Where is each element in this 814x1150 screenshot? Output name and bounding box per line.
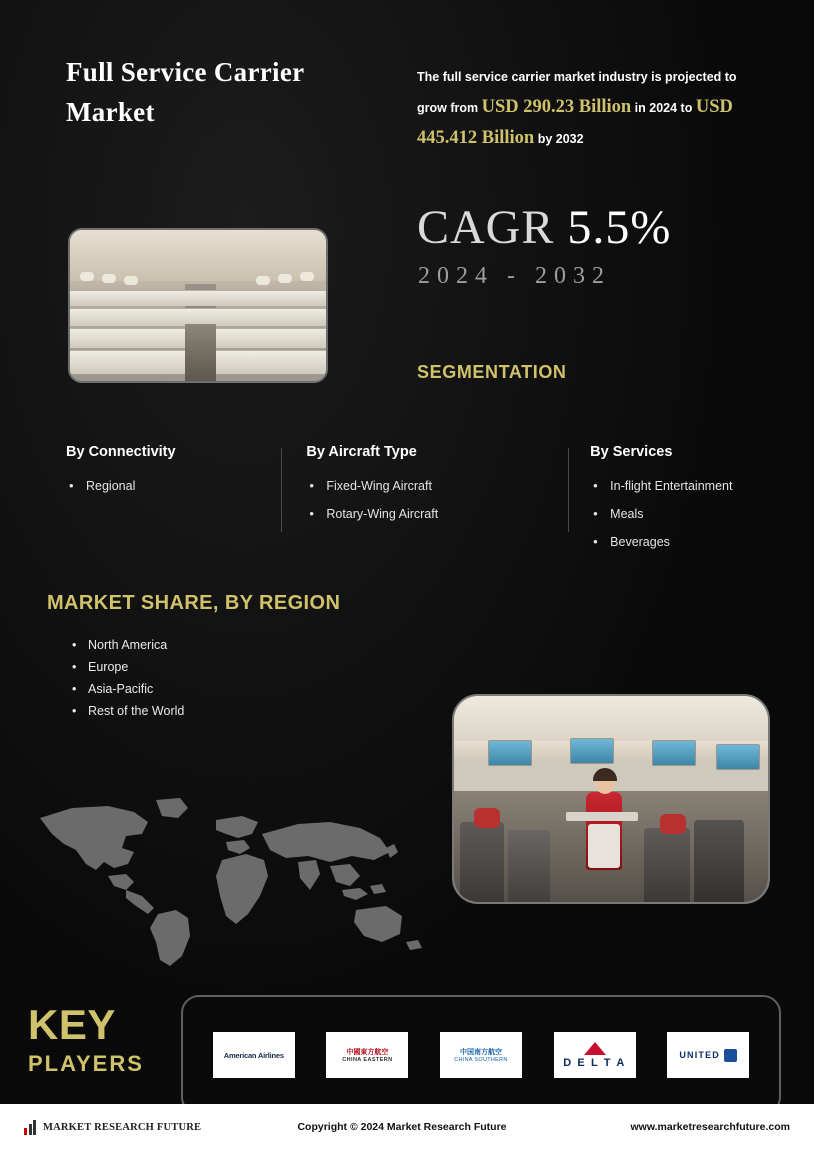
segment-column-services — [568, 444, 766, 556]
logo-china-eastern-en: CHINA EASTERN — [342, 1057, 393, 1063]
segment-item: • Regional — [66, 472, 281, 500]
region-item: • North America — [70, 634, 184, 656]
logo-american-airlines-text: American Airlines — [223, 1050, 284, 1060]
cagr-block — [417, 200, 671, 255]
market-share-regions — [70, 634, 184, 722]
segmentation-columns — [66, 444, 766, 556]
segmentation-heading: SEGMENTATION — [417, 362, 567, 382]
segment-item: • In-flight Entertainment — [590, 472, 766, 500]
page-title: Full Service Carrier Market — [66, 57, 304, 127]
cagr-years: 2024 - 2032 — [418, 263, 611, 289]
segment-item: • Fixed-Wing Aircraft — [306, 472, 568, 500]
logo-china-eastern[interactable] — [326, 1032, 408, 1078]
key-players-title — [28, 1003, 144, 1081]
cagr-value: 5.5% — [567, 201, 672, 254]
footer-website[interactable]: www.marketresearchfuture.com — [630, 1121, 790, 1133]
segment-title: By Connectivity — [66, 444, 176, 460]
world-map-svg — [30, 790, 430, 970]
footer-brand-text: MARKET RESEARCH FUTURE — [43, 1121, 202, 1133]
united-globe-icon — [724, 1049, 737, 1062]
segment-item: • Rotary-Wing Aircraft — [306, 500, 568, 528]
segment-column-aircraft-type — [281, 444, 568, 556]
logo-china-southern-cn: 中国南方航空 — [459, 1049, 502, 1056]
region-item: • Europe — [70, 656, 184, 678]
segment-title: By Aircraft Type — [306, 444, 417, 460]
segment-title: By Services — [590, 444, 673, 460]
intro-to: to — [680, 101, 693, 115]
segment-item: • Meals — [590, 500, 766, 528]
world-map — [30, 790, 430, 970]
footer-bar — [0, 1104, 814, 1150]
footer-brand — [24, 1119, 284, 1135]
value-2024: USD 290.23 Billion — [481, 97, 632, 117]
value-2032: USD 445.412 Billion — [417, 97, 733, 148]
logo-china-eastern-cn: 中國東方航空 — [346, 1049, 389, 1056]
footer-copyright: Copyright © 2024 Market Research Future — [297, 1121, 507, 1133]
key-players-line1: KEY — [28, 1001, 116, 1048]
logo-united[interactable] — [667, 1032, 749, 1078]
intro-in-2024: in 2024 — [634, 101, 678, 115]
intro-grow-from: grow from — [417, 101, 479, 115]
logo-china-southern[interactable] — [440, 1032, 522, 1078]
key-players-box — [181, 995, 781, 1115]
logo-united-text: UNITED — [679, 1050, 721, 1060]
region-item: • Asia-Pacific — [70, 678, 184, 700]
segment-item: • Beverages — [590, 528, 766, 556]
cabin-photo — [68, 228, 328, 383]
region-item: • Rest of the World — [70, 700, 184, 722]
intro-paragraph — [417, 62, 767, 154]
intro-by-2032: by 2032 — [537, 132, 584, 146]
segment-column-connectivity — [66, 444, 281, 556]
key-players-line2: PLAYERS — [28, 1051, 144, 1076]
cabin-service-photo — [452, 694, 770, 904]
market-share-heading: MARKET SHARE, BY REGION — [47, 592, 341, 614]
cagr-label: CAGR — [417, 201, 555, 254]
intro-line1: The full service carrier market industry is projected to — [417, 70, 737, 84]
chart-logo-icon — [24, 1119, 36, 1135]
logo-delta-text: D E L T A — [563, 1056, 626, 1069]
logo-american-airlines[interactable] — [213, 1032, 295, 1078]
logo-china-southern-en: CHINA SOUTHERN — [454, 1057, 508, 1063]
logo-delta[interactable] — [554, 1032, 636, 1078]
